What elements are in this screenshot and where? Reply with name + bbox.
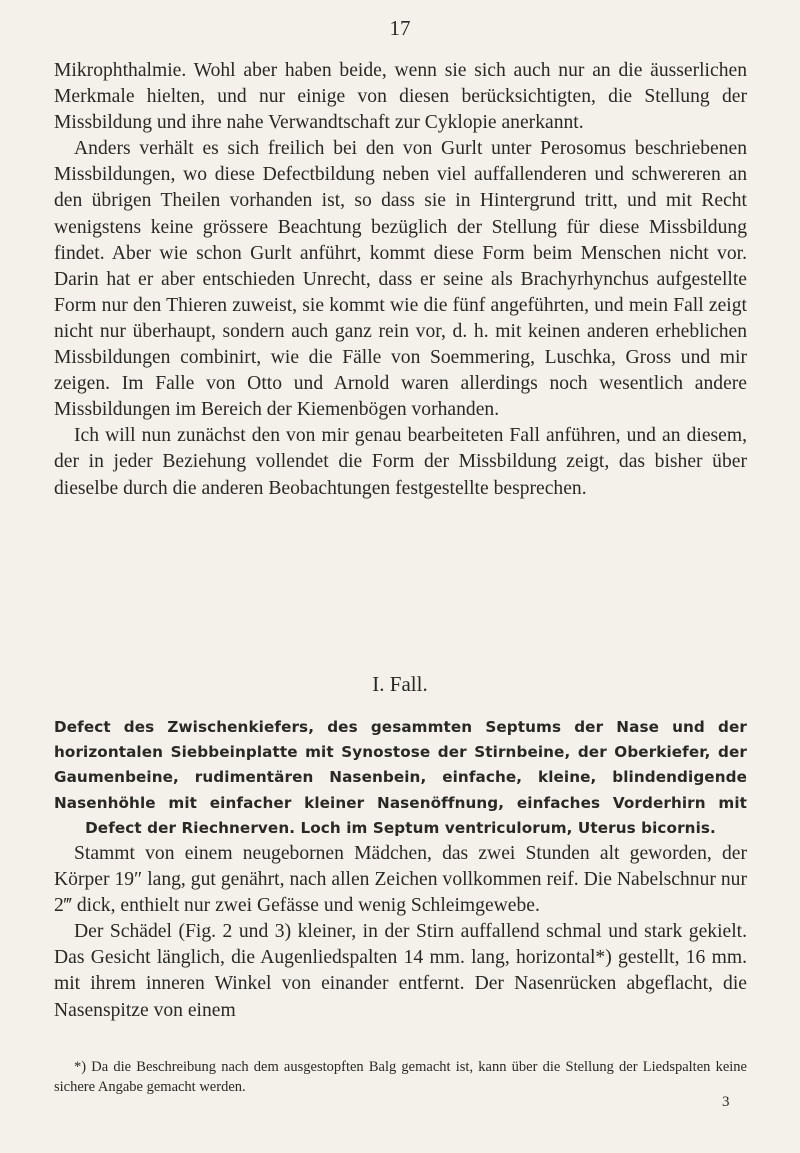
paragraph: Anders verhält es sich freilich bei den von Gurlt unter Perosomus beschriebenen Missbildungen, wo diese Defectbildung neben viel auffallenderen und schwereren an den übrigen Theilen vorhanden ist, so dass sie in Hintergrund tritt, und mit Recht wenigstens keine grössere Beachtung bezüglich der Stellung für diese Missbildung findet. Aber wie schon Gurlt anführt, kommt diese Form beim Menschen nicht vor. Darin hat er aber entschieden Unrecht, dass er seine als Brachyrhynchus aufgestellte Form nur den Thieren zuweist, sie kommt wie die fünf angeführten, und mein Fall zeigt nicht nur überhaupt, sondern auch ganz rein vor, d. h. mit keinen anderen erheblichen Missbildungen combinirt, wie die Fälle von Soemmering, Luschka, Gross und mir zeigen. Im Falle von Otto und Arnold waren allerdings noch wesentlich andere Missbildungen im Bereich der Kiemenbögen vorhanden. <box>54 138 747 421</box>
body-text <box>54 58 747 502</box>
case-heading: I. Fall. <box>372 672 428 696</box>
paragraph: Stammt von einem neugebornen Mädchen, das zwei Stunden alt geworden, der Körper 19″ lang, gut genährt, nach allen Zeichen vollkommen reif. Die Nabelschnur nur 2‴ dick, enthielt nur zwei Gefässe und wenig Schleimgewebe. <box>54 843 747 917</box>
paragraph: Mikrophthalmie. Wohl aber haben beide, wenn sie sich auch nur an die äusserlichen Merkmale hielten, und nur einige von diesen berücksichtigten, die Stellung der Missbildung und ihre nahe Verwandtschaft zur Cyklopie anerkannt. <box>54 60 747 134</box>
signature-mark: 3 <box>722 1094 730 1110</box>
case-summary: Defect des Zwischenkiefers, des gesammten Septums der Nase und der horizontalen Siebbeinplatte mit Synostose der Stirnbeine, der Oberkiefer, der Gaumenbeine, rudimentären Nasenbein, einfache, kleine, blindendigende Nasenhöhle mit einfacher kleiner Nasenöffnung, einfaches Vorderhirn mit Defect der Riechnerven. Loch im Septum ventriculorum, Uterus bicornis. <box>54 718 747 837</box>
paragraph: Der Schädel (Fig. 2 und 3) kleiner, in der Stirn auffallend schmal und stark gekielt. Das Gesicht länglich, die Augenliedspalten 14 mm. lang, horizontal*) gestellt, 16 mm. mit ihrem inneren Winkel von einander entfernt. Der Nasenrücken abgeflacht, die Nasenspitze von einem <box>54 921 747 1021</box>
page-number: 17 <box>389 16 411 40</box>
footnote <box>54 1058 747 1097</box>
case-description <box>54 841 747 1024</box>
footnote-text: *) Da die Beschreibung nach dem ausgestopften Balg gemacht ist, kann über die Stellung der Liedspalten keine sichere Angabe gemacht werden. <box>54 1059 747 1095</box>
paragraph: Ich will nun zunächst den von mir genau bearbeiteten Fall anführen, und an diesem, der in jeder Beziehung vollendet die Form der Missbildung zeigt, das bisher über dieselbe durch die anderen Beobachtungen festgestellte besprechen. <box>54 425 747 499</box>
